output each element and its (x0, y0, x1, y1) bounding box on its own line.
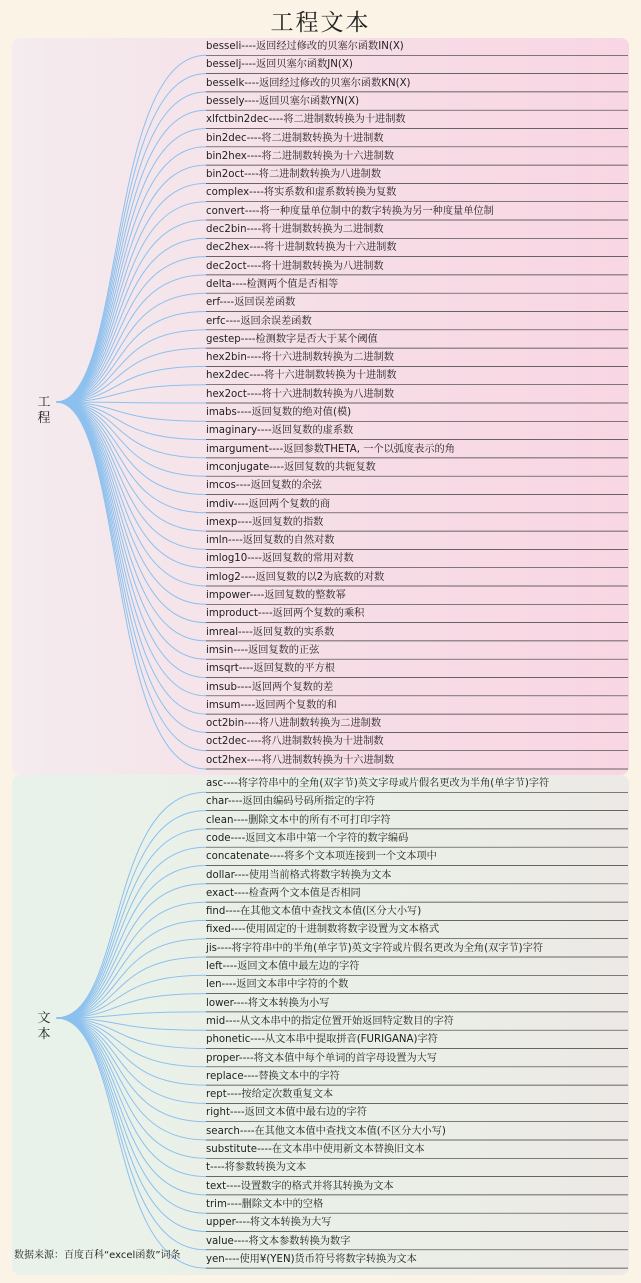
list-item: hex2oct----将十六进制数转换为八进制数 (206, 388, 395, 400)
list-item: upper----将文本转换为大写 (206, 1217, 332, 1229)
list-item: replace----替换文本中的字符 (206, 1070, 340, 1082)
list-item: gestep----检测数字是否大于某个阈值 (206, 333, 378, 345)
list-item: text----设置数字的格式并将其转换为文本 (206, 1180, 394, 1192)
connector-curve (56, 1018, 206, 1103)
connector-curve (56, 402, 206, 732)
list-item: code----返回文本串中第一个字符的数字编码 (206, 832, 409, 844)
connector-curve (56, 183, 206, 402)
list-item: imsin----返回复数的正弦 (206, 644, 320, 656)
list-item: fixed----使用固定的十进制数将数字设置为文本格式 (206, 924, 440, 936)
list-item: hex2bin----将十六进制数转换为二进制数 (206, 352, 394, 364)
connector-curve (56, 920, 206, 1018)
list-item: proper----将文本值中每个单词的首字母设置为大写 (206, 1052, 438, 1064)
connector-curve (56, 902, 206, 1018)
list-item: imargument----返回参数THETA, 一个以弧度表示的角 (206, 443, 455, 455)
list-item: xlfctbin2dec----将二进制数转换为十进制数 (206, 114, 406, 126)
list-item: imdiv----返回两个复数的商 (206, 498, 331, 510)
list-item: t----将参数转换为文本 (206, 1162, 307, 1174)
list-item: imaginary----返回复数的虚系数 (206, 425, 354, 437)
list-item: char----返回由编码号码所指定的字符 (206, 796, 375, 808)
page-title: 工程文本 (270, 10, 371, 36)
connector-curve (56, 202, 206, 402)
list-item: convert----将一种度量单位制中的数字转换为另一种度量单位制 (206, 205, 494, 217)
list-item: left----返回文本值中最左边的字符 (206, 961, 360, 972)
connector-curve (56, 402, 206, 604)
connector-curve (56, 402, 206, 641)
list-item: imsqrt----返回复数的平方根 (206, 663, 335, 675)
list-item: dec2hex----将十进制数转换为十六进制数 (206, 242, 397, 254)
list-item: asc----将字符串中的全角(双字节)英文字母或片假名更改为半角(单字节)字符 (206, 778, 550, 789)
list-item: besseli----返回经过修改的贝塞尔函数IN(X) (206, 41, 404, 52)
connector-curve (56, 402, 206, 623)
connector-curve (56, 1018, 206, 1195)
list-item: jis----将字符串中的半角(单字节)英文字符或片假名更改为全角(双字节)字符 (206, 942, 544, 954)
list-item: mid----从文本串中的指定位置开始返回特定数目的字符 (206, 1015, 454, 1027)
connector-curve (56, 811, 206, 1018)
list-item: oct2hex----将八进制数转换为十六进制数 (206, 754, 395, 766)
connector-curve (56, 402, 206, 751)
source-note: 数据来源：百度百科“excel函数”词条 (14, 1250, 181, 1261)
list-item: imsum----返回两个复数的和 (206, 699, 337, 711)
list-item: improduct----返回两个复数的乘积 (206, 608, 365, 620)
list-item: besselk----返回经过修改的贝塞尔函数KN(X) (206, 77, 411, 89)
list-item: substitute----在文本串中使用新文本替换旧文本 (206, 1144, 425, 1155)
connector-curve (56, 402, 206, 696)
connector-curve (56, 293, 206, 402)
list-item: rept----按给定次数重复文本 (206, 1089, 334, 1101)
list-item: dec2oct----将十进制数转换为八进制数 (206, 260, 384, 272)
list-item: find----在其他文本值中查找文本值(区分大小写) (206, 906, 422, 918)
list-item: phonetic----从文本串中提取拼音(FURIGANA)字符 (206, 1034, 438, 1046)
connector-curve (56, 110, 206, 402)
group-label-engineering: 工程 (37, 395, 51, 426)
connector-curve (56, 847, 206, 1018)
list-item: clean----删除文本中的所有不可打印字符 (206, 814, 391, 826)
list-item: trim----删除文本中的空格 (206, 1198, 324, 1210)
connector-curve (56, 238, 206, 402)
list-item: erf----返回误差函数 (206, 297, 296, 309)
list-item: imln----返回复数的自然对数 (206, 535, 335, 547)
list-item: bessely----返回贝塞尔函数YN(X) (206, 95, 360, 107)
list-item: len----返回文本串中字符的个数 (206, 979, 349, 991)
list-item: lower----将文本转换为小写 (206, 997, 330, 1009)
connector-curve (56, 1018, 206, 1122)
list-item: erfc----返回余误差函数 (206, 315, 312, 327)
connector-curve (56, 74, 206, 402)
list-item: bin2dec----将二进制数转换为十进制数 (206, 132, 384, 144)
group-label-text: 文本 (37, 1011, 51, 1042)
list-item: bin2oct----将二进制数转换为八进制数 (206, 169, 382, 181)
list-item: imconjugate----返回复数的共轭复数 (206, 461, 376, 473)
list-item: impower----返回复数的整数幂 (206, 590, 346, 601)
list-item: dollar----使用当前格式将数字转换为文本 (206, 869, 392, 881)
list-item: right----返回文本值中最右边的字符 (206, 1107, 367, 1119)
list-item: oct2dec----将八进制数转换为十进制数 (206, 736, 384, 748)
list-item: hex2dec----将十六进制数转换为十进制数 (206, 370, 397, 382)
list-item: imexp----返回复数的指数 (206, 516, 324, 528)
list-item: imlog2----返回复数的以2为底数的对数 (206, 571, 385, 583)
list-item: imlog10----返回复数的常用对数 (206, 553, 354, 565)
list-item: dec2bin----将十进制数转换为二进制数 (206, 224, 384, 235)
list-item: bin2hex----将二进制数转换为十六进制数 (206, 150, 394, 162)
list-item: delta----检测两个值是否相等 (206, 278, 339, 290)
list-item: imabs----返回复数的绝对值(模) (206, 407, 352, 418)
list-item: imsub----返回两个复数的差 (206, 681, 334, 693)
list-item: exact----检查两个文本值是否相同 (206, 887, 361, 899)
list-item: complex----将实系数和虚系数转换为复数 (206, 187, 397, 199)
list-item: search----在其他文本值中查找文本值(不区分大小写) (206, 1125, 446, 1137)
connector-curve (56, 1018, 206, 1268)
list-item: yen----使用¥(YEN)货币符号将数字转换为文本 (206, 1253, 417, 1265)
connector-curve (56, 1018, 206, 1177)
connector-curve (56, 257, 206, 402)
list-item: value----将文本参数转换为数字 (206, 1235, 351, 1247)
connector-curve (56, 55, 206, 402)
list-item: oct2bin----将八进制数转换为二进制数 (206, 718, 382, 730)
list-item: concatenate----将多个文本项连接到一个文本项中 (206, 851, 437, 863)
list-item: imreal----返回复数的实系数 (206, 626, 335, 638)
list-item: besselj----返回贝塞尔函数JN(X) (206, 59, 353, 71)
list-item: imcos----返回复数的余弦 (206, 480, 322, 492)
